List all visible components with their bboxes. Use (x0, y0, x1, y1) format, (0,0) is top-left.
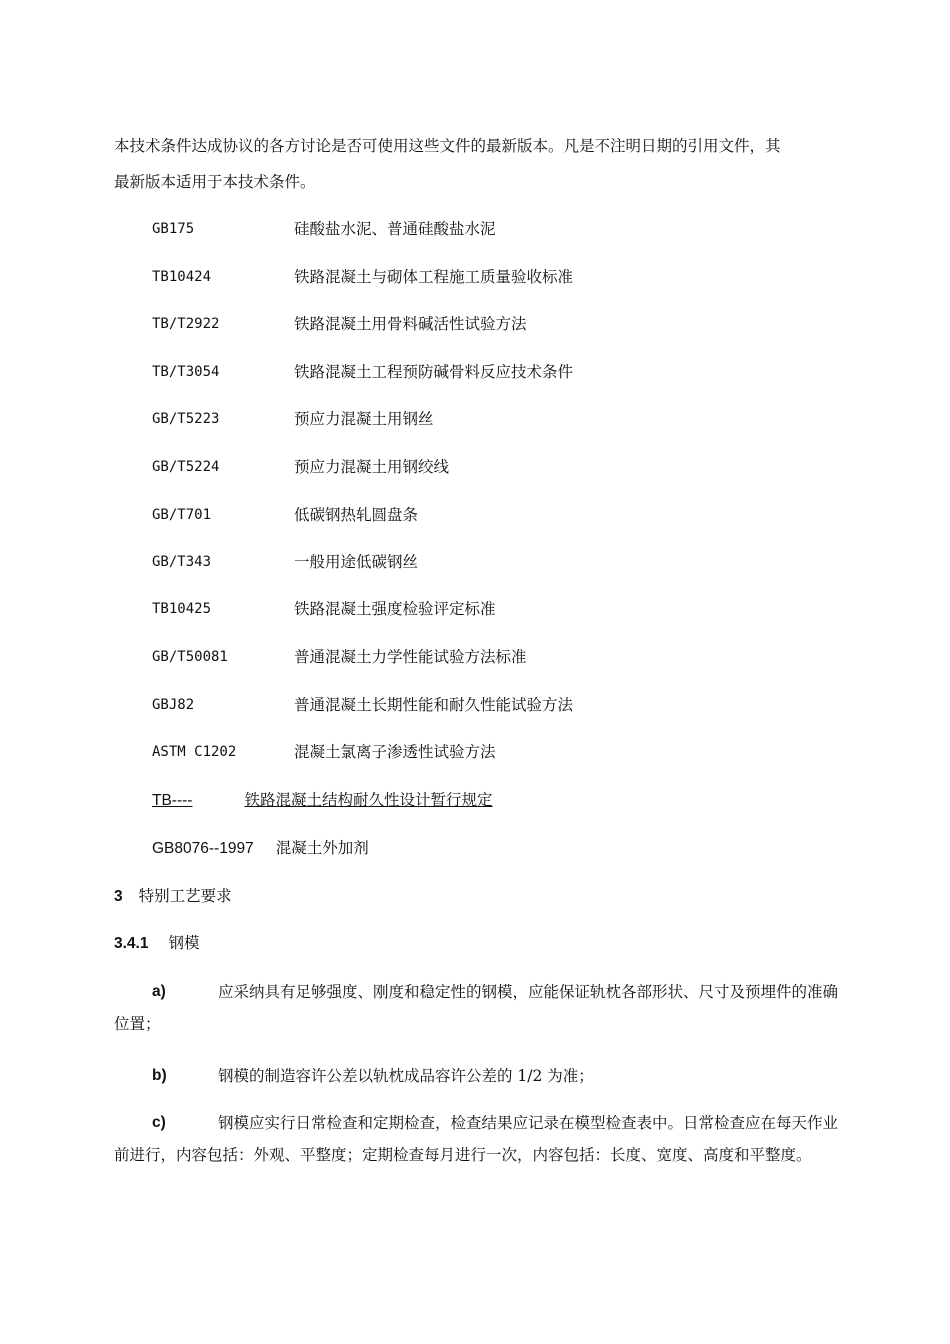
intro-line-2: 最新版本适用于本技术条件。 (114, 173, 316, 191)
item-c-label: c) (152, 1114, 166, 1131)
section-3-number: 3 (114, 888, 123, 905)
ref-code: GB/T5224 (152, 459, 220, 475)
item-b-label: b) (152, 1067, 167, 1084)
section-3-heading (114, 886, 232, 907)
ref-code: GB/T343 (152, 554, 212, 570)
ref-code: GB/T5223 (152, 411, 220, 427)
item-b-text: 钢模的制造容许公差以轨枕成品容许公差的 1/2 为准； (218, 1067, 594, 1085)
item-c-text: 钢模应实行日常检查和定期检查，检查结果应记录在模型检查表中。日常检查应在每天作业前进行，内容包括：外观、平整度；定期检查每月进行一次，内容包括：长度、宽度、高度和平整度。 (114, 1114, 839, 1164)
ref-title: 普通混凝土长期性能和耐久性能试验方法 (294, 696, 574, 714)
ref-title: 铁路混凝土与砌体工程施工质量验收标准 (294, 268, 574, 286)
ref-title: 预应力混凝土用钢丝 (294, 410, 434, 428)
ref-code: TB10425 (152, 601, 212, 617)
ref-code: ASTM C1202 (152, 744, 237, 760)
ref-title: 混凝土氯离子渗透性试验方法 (294, 743, 496, 761)
section-3-title: 特别工艺要求 (138, 887, 232, 905)
ref-title: 铁路混凝土工程预防碱骨料反应技术条件 (294, 363, 574, 381)
ref-code: GBJ82 (152, 697, 195, 713)
intro-line-1: 本技术条件达成协议的各方讨论是否可使用这些文件的最新版本。凡是不注明日期的引用文件，其 (114, 137, 781, 155)
ref-title: 铁路混凝土用骨料碱活性试验方法 (294, 315, 527, 333)
ref-title: 普通混凝土力学性能试验方法标准 (294, 648, 527, 666)
ref-title: 硅酸盐水泥、普通硅酸盐水泥 (294, 220, 496, 238)
section-341-number: 3.4.1 (114, 935, 149, 952)
ref-gb8076-code: GB8076--1997 (152, 840, 254, 857)
ref-gb8076-title: 混凝土外加剂 (275, 839, 369, 857)
ref-tb-code: TB---- (152, 792, 193, 809)
ref-title: 预应力混凝土用钢绞线 (294, 458, 450, 476)
ref-title: 低碳钢热轧圆盘条 (294, 506, 419, 524)
ref-tb-line (152, 790, 492, 811)
item-a-text: 应采纳具有足够强度、刚度和稳定性的钢模，应能保证轨枕各部形状、尺寸及预埋件的准确位置； (114, 983, 839, 1033)
ref-code: GB175 (152, 221, 195, 237)
ref-code: TB/T2922 (152, 316, 220, 332)
ref-tb-title: 铁路混凝土结构耐久性设计暂行规定 (244, 791, 493, 809)
section-341-title: 钢模 (168, 934, 200, 952)
ref-code: GB/T50081 (152, 649, 228, 665)
ref-title: 铁路混凝土强度检验评定标准 (294, 600, 496, 618)
ref-code: TB10424 (152, 269, 212, 285)
ref-gb8076-line (152, 838, 369, 859)
section-341-heading (114, 933, 200, 954)
item-a-label: a) (152, 983, 166, 1000)
ref-code: TB/T3054 (152, 364, 220, 380)
ref-title: 一般用途低碳钢丝 (294, 553, 419, 571)
ref-code: GB/T701 (152, 507, 212, 523)
